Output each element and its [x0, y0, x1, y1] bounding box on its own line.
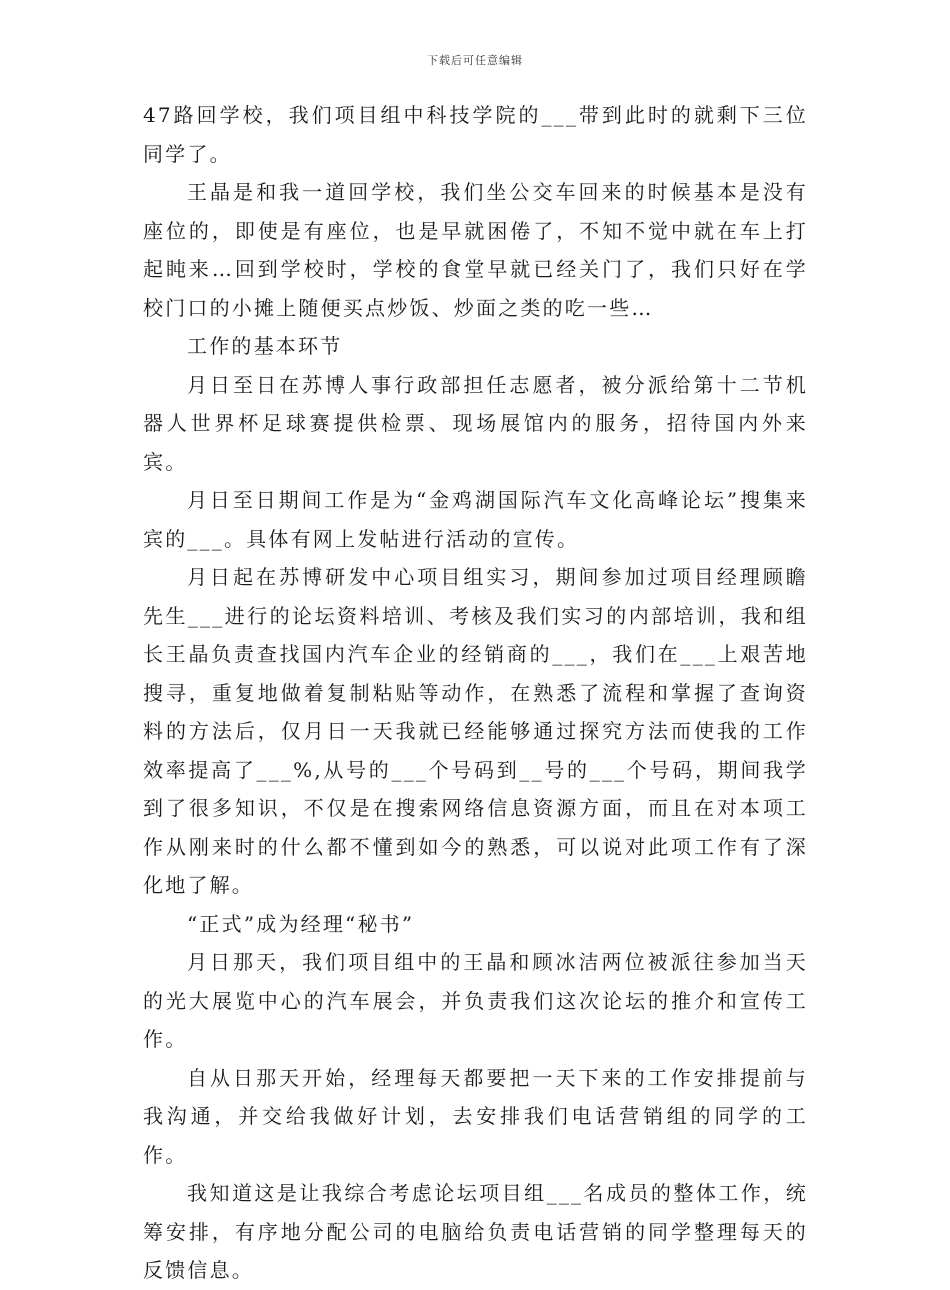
paragraph: 王晶是和我一道回学校，我们坐公交车回来的时候基本是没有座位的，即使是有座位，也是早就困倦了，不知不觉中就在车上打起盹来…回到学校时，学校的食堂早就已经关门了，我们只好在学校门口的小摊上随便买点炒饭、炒面之类的吃一些…: [143, 180, 808, 320]
document-body: [143, 96, 808, 1290]
section-heading: 工作的基本环节: [187, 334, 343, 358]
section-heading: “正式”成为经理“秘书”: [187, 911, 415, 936]
paragraph: 月日至日在苏博人事行政部担任志愿者，被分派给第十二节机器人世界杯足球赛提供检票、现场展馆内的服务，招待国内外来宾。: [143, 372, 808, 474]
paragraph: 月日起在苏博研发中心项目组实习，期间参加过项目经理顾瞻先生___进行的论坛资料培训、考核及我们实习的内部培训，我和组长王晶负责查找国内汽车企业的经销商的___，我们在___上艰苦地搜寻，重复地做着复制粘贴等动作，在熟悉了流程和掌握了查询资料的方法后，仅月日一天我就已经能够通过探究方法而使我的工作效率提高了___%,从号的___个号码到__号的___个号码，期间我学到了很多知识，不仅是在搜索网络信息资源方面，而且在对本项工作从刚来时的什么都不懂到如今的熟悉，可以说对此项工作有了深化地了解。: [143, 565, 808, 897]
page-header: 下载后可任意编辑: [427, 54, 523, 67]
paragraph-continuation: 47路回学校，我们项目组中科技学院的___带到此时的就剩下三位同学了。: [143, 103, 808, 166]
paragraph: 月日那天，我们项目组中的王晶和顾冰洁两位被派往参加当天的光大展览中心的汽车展会，并负责我们这次论坛的推介和宣传工作。: [143, 950, 808, 1051]
paragraph: 月日至日期间工作是为“金鸡湖国际汽车文化高峰论坛”搜集来宾的___。具体有网上发帖进行活动的宣传。: [143, 488, 808, 551]
paragraph: 自从日那天开始，经理每天都要把一天下来的工作安排提前与我沟通，并交给我做好计划，去安排我们电话营销组的同学的工作。: [143, 1065, 808, 1167]
paragraph: 我知道这是让我综合考虑论坛项目组___名成员的整体工作，统筹安排，有序地分配公司的电脑给负责电话营销的同学整理每天的反馈信息。: [143, 1181, 808, 1282]
